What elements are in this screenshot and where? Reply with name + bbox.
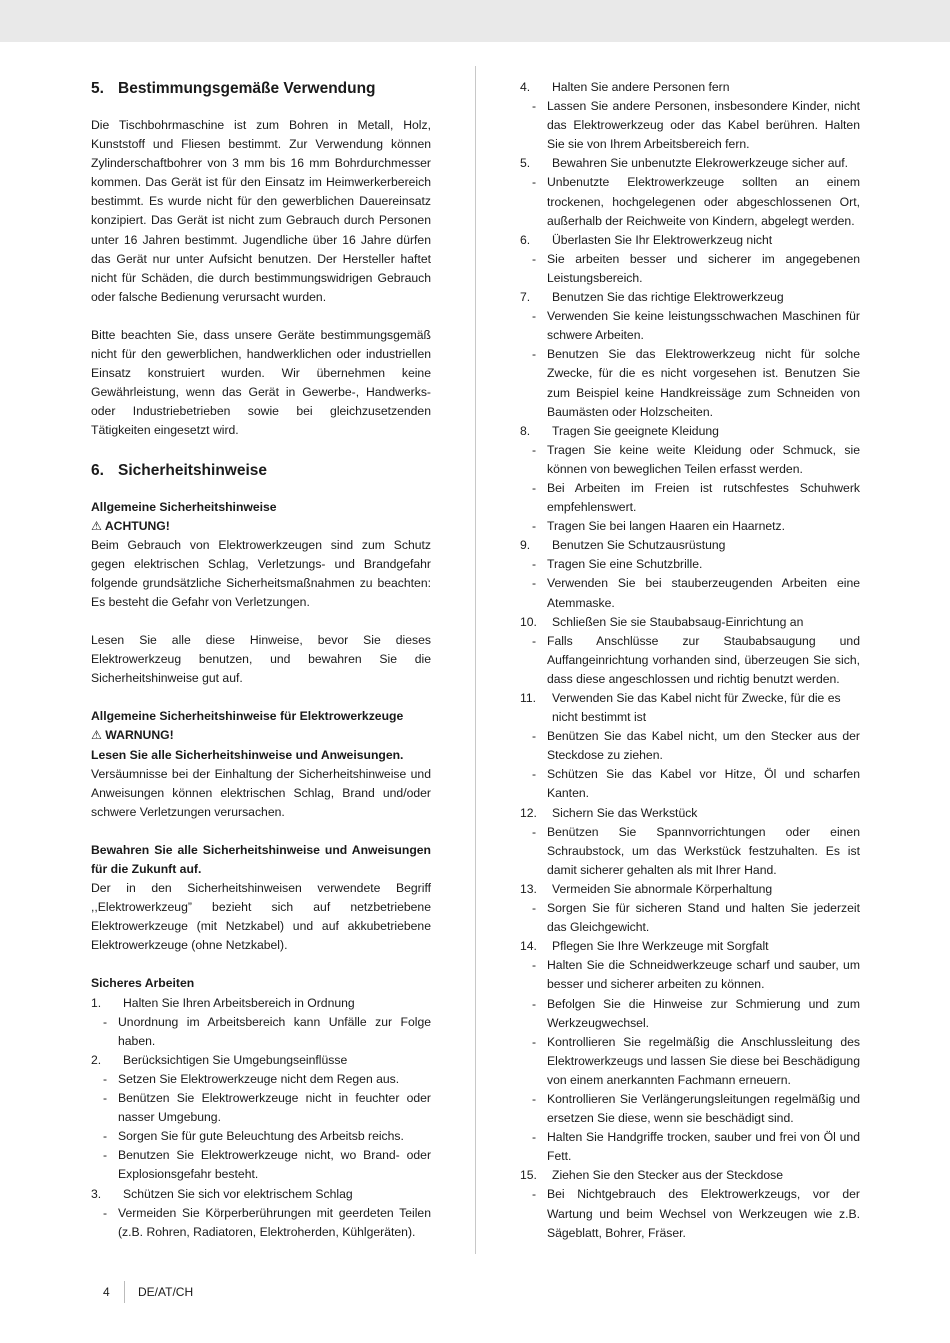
bullet-dash: - [532, 175, 537, 190]
bullet-item [520, 1128, 860, 1166]
bullet-item [520, 173, 860, 230]
section-6-number: 6. [91, 461, 104, 479]
bullet-item [520, 727, 860, 765]
numbered-item [91, 1051, 431, 1070]
numbered-item [520, 536, 860, 555]
bullet-text: Unbenutzte Elektrowerkzeuge sollten an einem trockenen, hochgelegenen oder abgeschlossenen Ort, außerhalb der Reichweite von Kindern, abgelegt werden. [547, 175, 860, 228]
bullet-dash: - [532, 1130, 537, 1145]
bullet-item [91, 1127, 431, 1146]
general-safety-heading: Allgemeine Sicherheitshinweise [91, 499, 277, 514]
bullet-item [520, 517, 860, 536]
bullet-text: Tragen Sie bei langen Haaren ein Haarnetz. [547, 519, 786, 534]
bullet-text: Benützen Sie Spannvorrichtungen oder einen Schraubstock, um das Werkstück festzuhalten. Es ist damit sicherer gehalten als mit Ihrer Hand. [547, 824, 860, 877]
bullet-text: Benutzen Sie Elektrowerkzeuge nicht, wo Brand- oder Explosionsgefahr besteht. [118, 1148, 431, 1182]
bullet-text: Sie arbeiten besser und sicherer im angegebenen Leistungsbereich. [547, 251, 860, 285]
section-5-title: Bestimmungsgemäße Verwendung [118, 80, 376, 97]
footer-separator [124, 1281, 125, 1303]
bullet-text: Vermeiden Sie Körperberührungen mit geerdeten Teilen (z.B. Rohren, Radiatoren, Elektroherden, Kühlgeräten). [118, 1205, 431, 1239]
item-number: 1. [91, 995, 102, 1010]
bullet-dash: - [532, 1034, 537, 1049]
bullet-text: Schützen Sie das Kabel vor Hitze, Öl und scharfen Kanten. [547, 767, 860, 801]
numbered-item [91, 994, 431, 1013]
bullet-text: Halten Sie die Schneidwerkzeuge scharf und sauber, um besser und sicherer arbeiten zu können. [547, 958, 860, 992]
bullet-item [91, 1204, 431, 1242]
bullet-text: Benützen Sie Elektrowerkzeuge nicht in feuchter oder nasser Umgebung. [118, 1091, 431, 1125]
item-title: Benutzen Sie das richtige Elektrowerkzeug [552, 290, 784, 305]
item-number: 12. [520, 805, 537, 820]
bullet-item [520, 765, 860, 803]
numbered-item [91, 1185, 431, 1204]
bullet-text: Befolgen Sie die Hinweise zur Schmierung und zum Werkzeugwechsel. [547, 996, 860, 1030]
item-number: 8. [520, 423, 531, 438]
footer-language-codes: DE/AT/CH [138, 1285, 194, 1299]
bullet-dash: - [103, 1205, 108, 1220]
warnung-warning: ⚠ WARNUNG! [91, 728, 174, 743]
bullet-dash: - [532, 480, 537, 495]
bullet-text: Lassen Sie andere Personen, insbesondere Kinder, nicht das Elektrowerkzeug oder das Kabel berühren. Halten Sie sie von Ihrem Arbeitsbereich fern. [547, 99, 860, 152]
achtung-warning: ⚠ ACHTUNG! [91, 518, 170, 533]
item-number: 15. [520, 1168, 537, 1183]
bullet-text: Falls Anschlüsse zur Staubabsaugung und Auffangeinrichtung vorhanden sind, überzeugen Sie sich, dass diese angeschlossen und richtig benutzt werden. [547, 633, 860, 686]
bullet-item [520, 574, 860, 612]
read-all-instructions: Lesen Sie alle Sicherheitshinweise und Anweisungen. [91, 747, 404, 762]
bullet-item [91, 1013, 431, 1051]
bullet-item [520, 250, 860, 288]
item-title: Schließen Sie sie Staubabsaug-Einrichtung an [552, 614, 804, 629]
bullet-dash: - [532, 557, 537, 572]
bullet-dash: - [532, 767, 537, 782]
bullet-text: Halten Sie Handgriffe trocken, sauber und frei von Öl und Fett. [547, 1130, 860, 1164]
item-title: Bewahren Sie unbenutzte Elekrowerkzeuge sicher auf. [552, 156, 849, 171]
numbered-item [520, 880, 860, 899]
power-tools-heading: Allgemeine Sicherheitshinweise für Elektrowerkzeuge [91, 709, 404, 724]
numbered-item [520, 288, 860, 307]
bullet-text: Tragen Sie keine weite Kleidung oder Schmuck, sie können von beweglichen Teilen erfasst werden. [547, 442, 860, 476]
bullet-text: Sorgen Sie für gute Beleuchtung des Arbeitsb reichs. [118, 1129, 404, 1144]
bullet-item [520, 307, 860, 345]
item-title: Tragen Sie geeignete Kleidung [552, 423, 719, 438]
section-6-paragraph-2: Lesen Sie alle diese Hinweise, bevor Sie dieses Elektrowerkzeug benutzen, und bewahren Sie die Sicherheitshinweise gut auf. [91, 633, 431, 686]
bullet-text: Setzen Sie Elektrowerkzeuge nicht dem Regen aus. [118, 1071, 400, 1086]
bullet-dash: - [103, 1071, 108, 1086]
bullet-dash: - [532, 1091, 537, 1106]
section-5-heading [91, 78, 431, 100]
bullet-dash: - [532, 958, 537, 973]
bullet-dash: - [532, 347, 537, 362]
right-column [520, 78, 860, 1243]
bullet-item [520, 97, 860, 154]
bullet-item [520, 1090, 860, 1128]
column-divider [475, 66, 476, 1254]
safe-working-heading: Sicheres Arbeiten [91, 976, 195, 991]
bullet-dash: - [532, 729, 537, 744]
bullet-item [520, 479, 860, 517]
item-number: 5. [520, 156, 531, 171]
bullet-item [520, 345, 860, 421]
bullet-dash: - [532, 633, 537, 648]
bullet-text: Verwenden Sie bei stauberzeugenden Arbeiten eine Atemmaske. [547, 576, 860, 610]
section-6-paragraph-3: Versäumnisse bei der Einhaltung der Sicherheitshinweise und Anweisungen können elektrischen Schlag, Brand und/oder schwere Verletzungen verursachen. [91, 766, 431, 819]
bullet-text: Benutzen Sie das Elektrowerkzeug nicht für solche Zwecke, für die es nicht vorgesehen ist. Benutzen Sie zum Beispiel keine Handkreissäge zum Schneiden von Baumästen oder Holzscheiten. [547, 347, 860, 419]
item-title: Pflegen Sie Ihre Werkzeuge mit Sorgfalt [552, 939, 769, 954]
item-title: Sichern Sie das Werkstück [552, 805, 698, 820]
bullet-dash: - [532, 442, 537, 457]
bullet-dash: - [532, 824, 537, 839]
item-number: 4. [520, 80, 531, 94]
item-number: 14. [520, 939, 537, 954]
numbered-item [520, 154, 860, 173]
item-title: Berücksichtigen Sie Umgebungseinflüsse [123, 1052, 348, 1067]
page-number: 4 [103, 1285, 110, 1299]
item-title: Schützen Sie sich vor elektrischem Schlag [123, 1186, 353, 1201]
bullet-text: Unordnung im Arbeitsbereich kann Unfälle zur Folge haben. [118, 1014, 431, 1048]
bullet-item [520, 555, 860, 574]
bullet-dash: - [103, 1091, 108, 1106]
bullet-item [520, 995, 860, 1033]
section-6-paragraph-4: Der in den Sicherheitshinweisen verwendete Begriff ,,Elektrowerkzeug” bezieht sich auf netzbetriebene Elektrowerkzeuge (mit Netzkabel) und auf akkubetriebene Elektrowerkzeuge (ohne Netzkabel). [91, 881, 431, 953]
bullet-text: Kontrollieren Sie Verlängerungsleitungen regelmäßig und ersetzen Sie diese, wenn sie beschädigt sind. [547, 1091, 860, 1126]
section-5-paragraph-2: Bitte beachten Sie, dass unsere Geräte bestimmungsgemäß nicht für den gewerblichen, handwerklichen oder industriellen Einsatz konstruiert wurden. Wir übernehmen keine Gewährleistung, wenn das Gerät in Gewerbe-, Handwerks- oder Industriebetrieben sowie bei gleichzusetzenden Tätigkeiten eingesetzt wird. [91, 327, 431, 438]
bullet-dash: - [532, 1187, 537, 1202]
item-number: 2. [91, 1052, 102, 1067]
bullet-dash: - [532, 901, 537, 916]
item-number: 7. [520, 290, 531, 305]
bullet-item [520, 823, 860, 880]
item-title: Halten Sie Ihren Arbeitsbereich in Ordnung [123, 995, 355, 1010]
bullet-item [91, 1089, 431, 1127]
numbered-item [520, 613, 860, 632]
item-number: 3. [91, 1186, 102, 1201]
left-column [91, 78, 431, 1242]
safety-list-right [520, 78, 860, 1243]
bullet-text: Verwenden Sie keine leistungsschwachen Maschinen für schwere Arbeiten. [547, 309, 860, 343]
item-title: Verwenden Sie das Kabel nicht für Zwecke, für die es nicht bestimmt ist [552, 691, 841, 725]
bullet-item [520, 441, 860, 479]
item-number: 10. [520, 614, 537, 629]
bullet-dash: - [532, 251, 537, 266]
bullet-item [520, 956, 860, 994]
item-title: Vermeiden Sie abnormale Körperhaltung [552, 881, 773, 896]
section-6-paragraph-1: Beim Gebrauch von Elektrowerkzeugen sind zum Schutz gegen elektrischen Schlag, Verletzungs- und Brandgefahr folgende grundsätzliche Sicherheitsmaßnahmen zu beachten: Es besteht die Gefahr von Verletzungen. [91, 537, 431, 609]
keep-instructions-heading: Bewahren Sie alle Sicherheitshinweise und Anweisungen für die Zukunft auf. [91, 842, 431, 876]
item-number: 9. [520, 538, 531, 553]
numbered-item [520, 231, 860, 250]
item-title: Ziehen Sie den Stecker aus der Steckdose [552, 1168, 784, 1183]
bullet-text: Bei Arbeiten im Freien ist rutschfestes Schuhwerk empfehlenswert. [547, 480, 860, 515]
numbered-item [520, 689, 860, 727]
item-title: Überlasten Sie Ihr Elektrowerkzeug nicht [552, 232, 773, 247]
item-number: 13. [520, 881, 537, 896]
safety-list-left [91, 994, 431, 1242]
top-bar [0, 0, 950, 42]
bullet-dash: - [532, 99, 537, 114]
bullet-item [520, 1185, 860, 1242]
section-6-title: Sicherheitshinweise [118, 461, 268, 479]
bullet-dash: - [103, 1129, 108, 1144]
item-number: 6. [520, 232, 531, 247]
section-5-number: 5. [91, 80, 104, 97]
bullet-text: Sorgen Sie für sicheren Stand und halten Sie jederzeit das Gleichgewicht. [547, 901, 860, 935]
numbered-item [520, 804, 860, 823]
bullet-item [91, 1070, 431, 1089]
bullet-text: Bei Nichtgebrauch des Elektrowerkzeugs, vor der Wartung und beim Wechsel von Werkzeugen wie z.B. Sägeblatt, Bohrer, Fräser. [547, 1187, 860, 1240]
bullet-text: Tragen Sie eine Schutzbrille. [547, 557, 703, 572]
bullet-text: Kontrollieren Sie regelmäßig die Anschlussleitung des Elektrowerkzeugs und lassen Sie diese bei Beschädigung von einem anerkannten Fachmann erneuern. [547, 1034, 860, 1087]
section-6-heading [91, 460, 431, 482]
bullet-dash: - [532, 576, 537, 591]
bullet-dash: - [103, 1148, 108, 1163]
item-title: Benutzen Sie Schutzausrüstung [552, 538, 726, 553]
bullet-item [520, 899, 860, 937]
section-5-paragraph-1: Die Tischbohrmaschine ist zum Bohren in Metall, Holz, Kunststoff und Fliesen bestimmt. Zur Verwendung können Zylinderschaftbohrer von 3 mm bis 16 mm Bohrdurchmesser kommen. Das Gerät ist für den Einsatz im Heimwerkerbereich bestimmt. Es wurde nicht für den gewerblichen Dauereinsatz konzipiert. Das Gerät ist nicht zum Gebrauch durch Personen unter 16 Jahren bestimmt. Jugendliche über 16 Jahre dürfen das Gerät nur unter Aufsicht benutzen. Der Hersteller haftet nicht für Schäden, die durch bestimmungswidrigen Gebrauch oder falsche Bedienung verursacht wurden. [91, 118, 431, 304]
bullet-item [520, 632, 860, 689]
numbered-item [520, 1166, 860, 1185]
bullet-dash: - [532, 519, 537, 534]
bullet-dash: - [103, 1014, 108, 1029]
bullet-text: Benützen Sie das Kabel nicht, um den Stecker aus der Steckdose zu ziehen. [547, 729, 860, 763]
bullet-item [91, 1146, 431, 1184]
numbered-item [520, 422, 860, 441]
bullet-dash: - [532, 996, 537, 1011]
numbered-item [520, 78, 860, 97]
item-number: 11. [520, 691, 537, 705]
numbered-item [520, 937, 860, 956]
item-title: Halten Sie andere Personen fern [552, 80, 730, 94]
bullet-dash: - [532, 309, 537, 324]
bullet-item [520, 1033, 860, 1090]
